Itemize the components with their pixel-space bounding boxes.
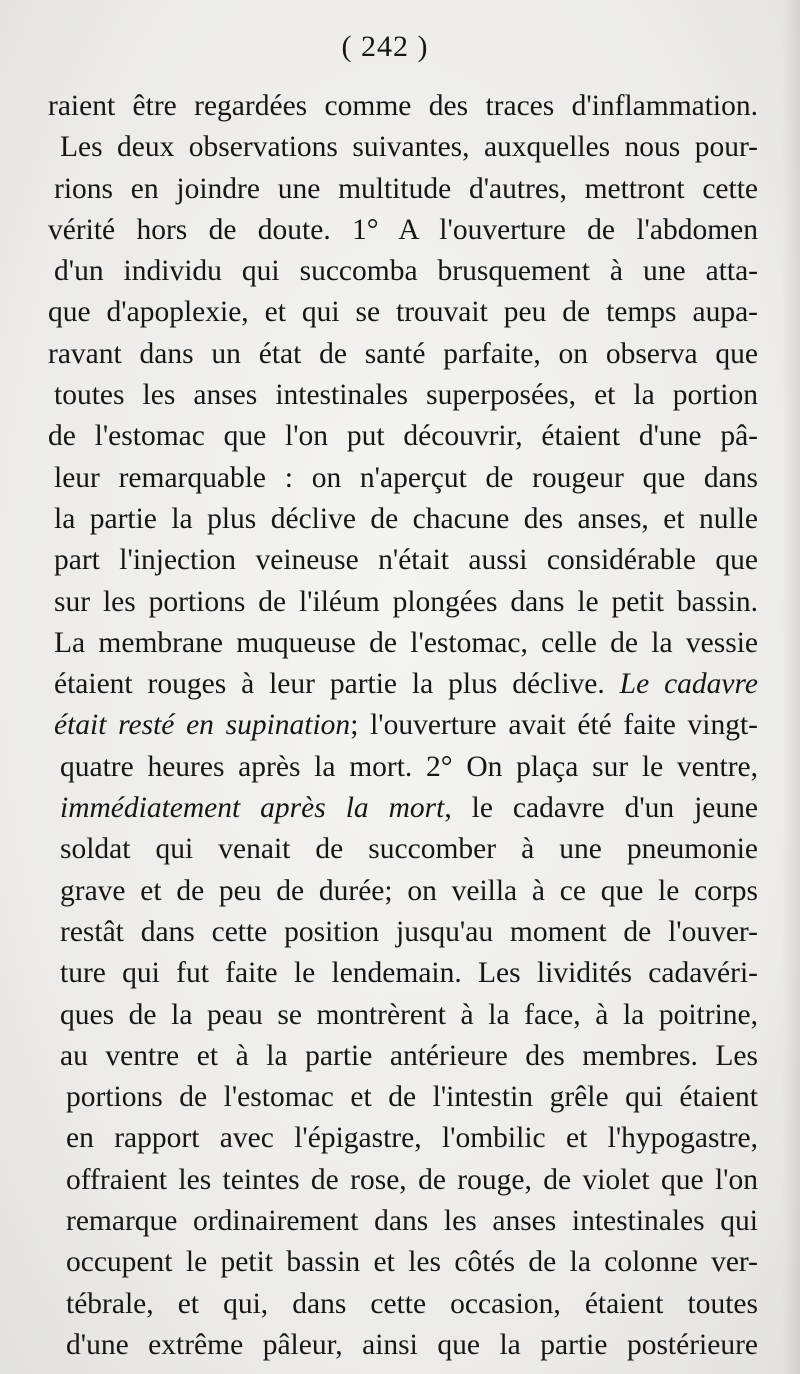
text-segment: La membrane muqueuse de l'estomac, celle de la vessie [54,626,758,659]
text-segment: part l'injection veineuse n'était aussi considérable que [54,544,758,577]
text-line [46,953,758,994]
text-segment: sur les portions de l'iléum plongées dans le petit bassin. [54,585,758,618]
text-segment: tébrale, et qui, dans cette occasion, étaient toutes [66,1287,758,1320]
text-line [46,251,758,292]
text-line [46,788,758,829]
text-line [46,582,758,623]
text-segment: d'une extrême pâleur, ainsi que la partie postérieure [66,1328,758,1361]
text-line [46,1284,758,1325]
italic-text-segment: Le cadavre [619,668,758,701]
text-segment: toutes les anses intestinales superposées, et la portion [54,379,758,412]
text-line [46,334,758,375]
text-segment: raient être regardées comme des traces d'inflammation. [48,90,758,122]
text-segment: au ventre et à la partie antérieure des membres. Les [60,1039,758,1072]
text-line [46,540,758,581]
text-line [46,127,758,168]
text-segment: ravant dans un état de santé parfaite, on observa que [48,337,758,370]
text-segment: quatre heures après la mort. 2° On plaça sur le ventre, [60,750,758,783]
text-segment: ture qui fut faite le lendemain. Les lividités cadavéri- [60,957,758,990]
text-segment: ques de la peau se montrèrent à la face, à la poitrine, [60,998,758,1031]
text-line [46,829,758,870]
text-line [46,871,758,912]
text-segment: que d'apoplexie, et qui se trouvait peu de temps aupa- [48,296,758,329]
text-line [46,1201,758,1242]
text-segment: Les deux observations suivantes, auxquelles nous pour- [60,131,758,164]
text-segment: grave et de peu de durée; on veilla à ce que le corps [60,874,758,907]
text-line [46,416,758,457]
text-segment: la partie la plus déclive de chacune des anses, et nulle [54,502,758,535]
text-segment: rions en joindre une multitude d'autres, mettront cette [54,172,758,205]
italic-text-segment: était resté en supination [54,709,351,742]
text-segment: d'un individu qui succomba brusquement à une atta- [54,255,758,288]
page-edge-shadow [782,0,800,1374]
text-line [46,1077,758,1118]
text-segment: soldat qui venait de succomber à une pneumonie [60,833,758,866]
text-line [46,995,758,1036]
text-line [46,1118,758,1159]
text-line [46,705,758,746]
text-line [46,210,758,251]
text-segment: remarque ordinairement dans les anses intestinales qui [66,1205,758,1238]
text-line [46,292,758,333]
text-segment: ; l'ouverture avait été faite vingt- [350,709,758,742]
text-line [46,664,758,705]
text-line [46,747,758,788]
text-segment: offraient les teintes de rose, de rouge, de violet que l'on [66,1163,758,1196]
text-segment: de l'estomac que l'on put découvrir, étaient d'une pâ- [48,420,758,453]
text-line [46,623,758,664]
text-line [46,1325,758,1366]
italic-text-segment: immédiatement après la mort [60,792,445,825]
text-segment: leur remarquable : on n'aperçut de rougeur que dans [54,461,758,494]
text-line [46,1160,758,1201]
text-line [46,458,758,499]
text-segment: portions de l'estomac et de l'intestin grêle qui étaient [66,1081,758,1114]
text-line [46,499,758,540]
text-segment: étaient rouges à leur partie la plus déclive. [54,668,620,701]
text-line [46,375,758,416]
text-segment: occupent le petit bassin et les côtés de la colonne ver- [66,1246,758,1279]
text-line [46,1242,758,1283]
text-segment: restât dans cette position jusqu'au moment de l'ouver- [60,915,758,948]
text-line [46,169,758,210]
text-segment: vérité hors de doute. 1° A l'ouverture de l'abdomen [48,213,758,246]
body-text [46,86,758,1366]
text-line [46,86,758,127]
page-number: ( 242 ) [341,30,429,63]
text-segment: , le cadavre d'un jeune [444,792,758,825]
text-line [46,1036,758,1077]
text-segment: en rapport avec l'épigastre, l'ombilic et l'hypogastre, [66,1122,758,1155]
text-line [46,912,758,953]
